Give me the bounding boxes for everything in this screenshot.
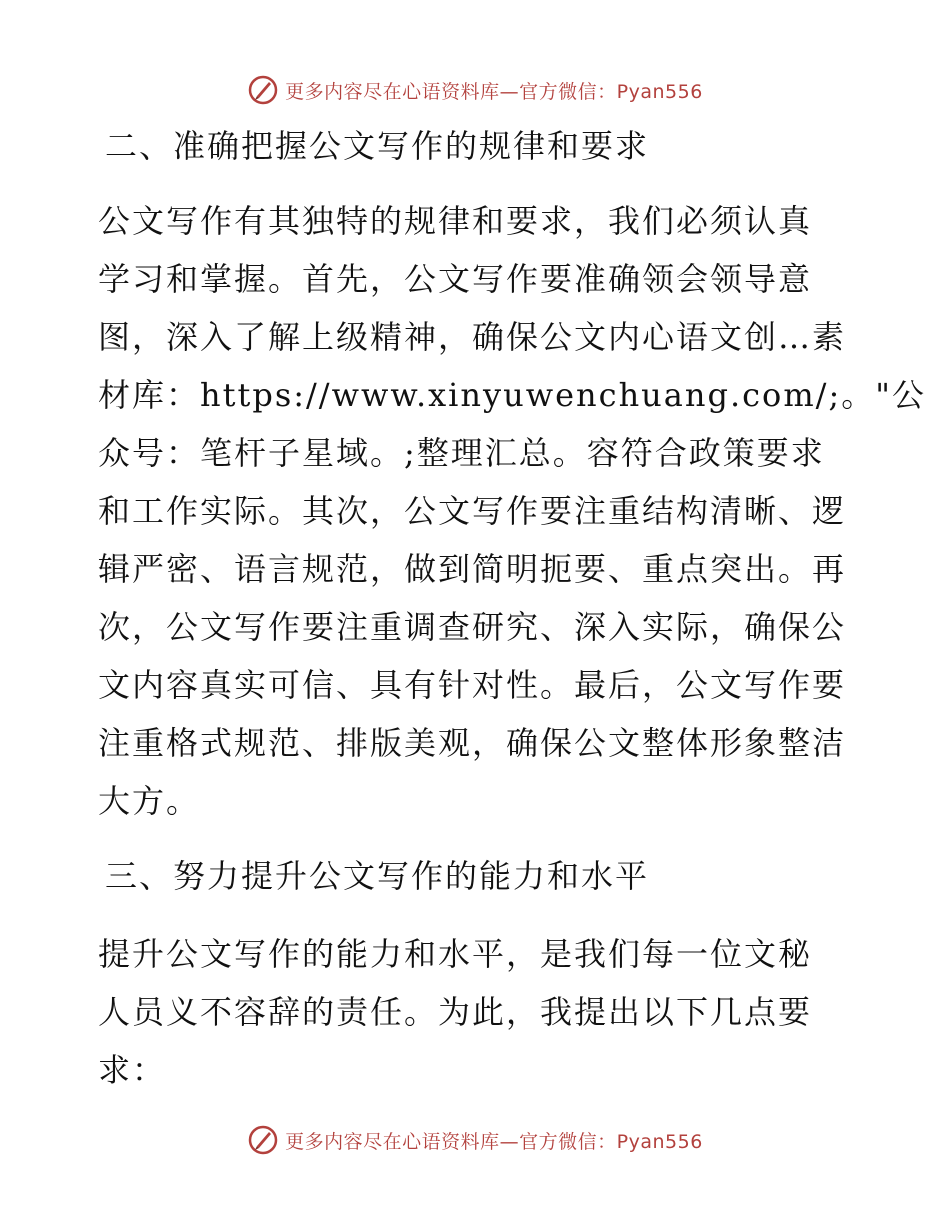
- paragraph-line: 人员义不容辞的责任。为此，我提出以下几点要: [98, 993, 813, 1031]
- paragraph-line: 和工作实际。其次，公文写作要注重结构清晰、逻: [98, 492, 847, 530]
- section-heading-2: 二、准确把握公文写作的规律和要求: [105, 127, 650, 165]
- paragraph-line: 辑严密、语言规范，做到简明扼要、重点突出。再: [98, 550, 847, 588]
- section-paragraph-3: [98, 925, 858, 1099]
- paragraph-line: 公文写作有其独特的规律和要求，我们必须认真: [98, 202, 813, 240]
- paragraph-line: 材库：https://www.xinyuwenchuang.com/;。"公: [98, 376, 926, 414]
- paragraph-line: 文内容真实可信、具有针对性。最后，公文写作要: [98, 666, 847, 704]
- paragraph-line: 提升公文写作的能力和水平，是我们每一位文秘: [98, 935, 813, 973]
- section-heading-3: 三、努力提升公文写作的能力和水平: [105, 857, 650, 895]
- paragraph-line: 注重格式规范、排版美观，确保公文整体形象整洁: [98, 724, 847, 762]
- watermark-text: [285, 1127, 703, 1154]
- paragraph-line: 图，深入了解上级精神，确保公文内心语文创…素: [98, 318, 847, 356]
- section-paragraph-2: [98, 192, 926, 830]
- paragraph-line: 次，公文写作要注重调查研究、深入实际，确保公: [98, 608, 847, 646]
- banner-dash: —: [499, 80, 520, 103]
- paragraph-line: 大方。: [98, 782, 201, 820]
- paragraph-line: 求：: [98, 1051, 167, 1089]
- banner-official: 官方微信：Pyan556: [519, 80, 703, 103]
- header-watermark-banner: [0, 70, 950, 110]
- banner-brand: 更多内容尽在心语资料库: [285, 1130, 500, 1153]
- banner-official: 官方微信：Pyan556: [519, 1130, 703, 1153]
- watermark-text: [285, 77, 703, 104]
- banner-dash: —: [499, 1130, 520, 1153]
- banner-brand: 更多内容尽在心语资料库: [285, 80, 500, 103]
- paragraph-line: 学习和掌握。首先，公文写作要准确领会领导意: [98, 260, 813, 298]
- pen-logo-icon: [247, 74, 279, 106]
- paragraph-line: 众号：笔杆子星域。;整理汇总。容符合政策要求: [98, 434, 825, 472]
- pen-logo-icon: [247, 1124, 279, 1156]
- footer-watermark-banner: [0, 1120, 950, 1160]
